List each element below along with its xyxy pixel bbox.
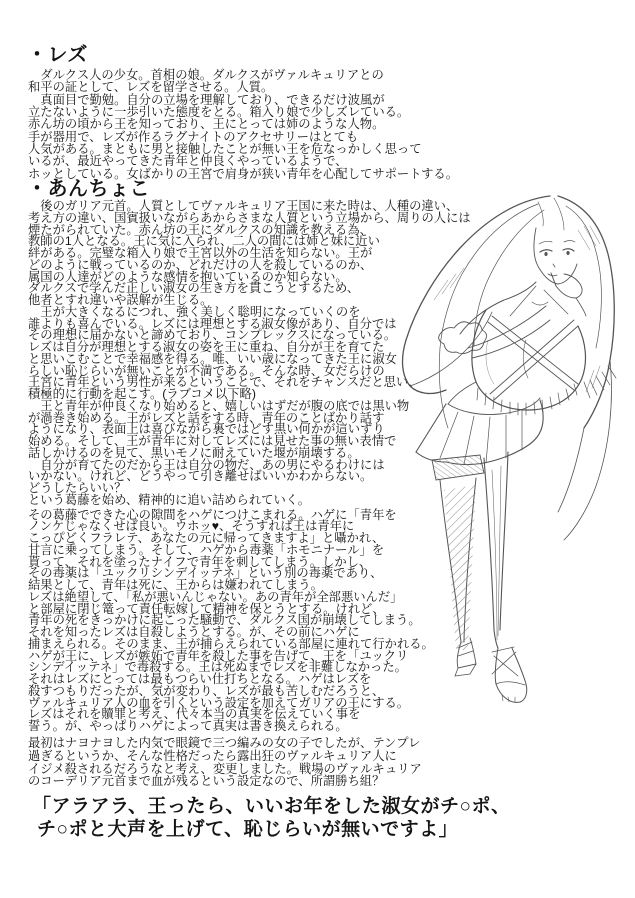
text-line: 王宮に青年という男性が来るということで、それをチャンスだと思い、 xyxy=(28,375,421,390)
text-line: 始める。そして、王が青年に対してレズには見せた事の無い表情で xyxy=(28,434,397,448)
text-line: らしい恥じらいが無いことが不満である。そんな時、女だらけの xyxy=(28,363,385,378)
text-line: 立たないように一歩引いた態度をとる。箱入り娘で少しズレている。 xyxy=(28,105,410,120)
text-line: 過ぎるというか、そんな性格だったら露出狂のヴァルキュリア人に xyxy=(28,748,397,763)
text-line: 甘言に乗ってしまう。そして、ハゲから毒薬「ホモニナール」を xyxy=(28,542,385,557)
text-line: 自分が育てたのだから王は自分の物だ、あの男にやるわけには xyxy=(28,457,385,472)
text-line: と思いこむことで幸福感を得る。唯、いい歳になってきた王に淑女 xyxy=(28,351,397,366)
section-rezu-text xyxy=(28,69,458,180)
text-line: 煙たがられていた。赤ん坊の王にダルクスの知識を教える為、 xyxy=(28,222,372,237)
text-line: 積極的に行動を起こす。(ラブコメ以下略) xyxy=(28,387,256,401)
text-line: ようになり、表面上は喜びながら裏ではどす黒い何かが這いずり xyxy=(28,422,385,437)
text-line: 青年の死をきっかけに起こった騒動で、ダルクス国が崩壊してしまう。 xyxy=(28,613,421,628)
afterword-text xyxy=(28,737,422,788)
text-line: 殺すつもりだったが、気が変わり、レズが最も苦しむだろうと、 xyxy=(28,683,385,698)
text-line: 「アラアラ、王ったら、いいお年をした淑女がチ○ポ、 xyxy=(32,796,511,817)
text-line: ダルクス人の少女。首相の娘。ダルクスがヴァルキュリアとの xyxy=(28,68,384,82)
text-line: レズはそれを贖罪と考え、代々本当の真実を伝えていく事を xyxy=(28,707,361,722)
text-line: どうしたらいい？ xyxy=(28,481,127,495)
text-line: 真面目で勤勉。自分の立場を理解しており、できるだけ波風が xyxy=(28,92,385,107)
text-line: と部屋に閉じ篭って責任転嫁して精神を保とうとする。けれど、 xyxy=(28,601,385,616)
section-anchoko-text xyxy=(28,201,471,733)
text-line: 絆がある。完璧な箱入り娘で王宮以外の生活を知らない。王が xyxy=(28,246,373,260)
text-line: いかない。けれど、どうやって引き離せばいいかわからない。 xyxy=(28,469,373,484)
text-line: 教師の1人となる。王に気に入られ、二人の間には姉と妹に近い xyxy=(28,234,380,249)
text-line: その葛藤でできた心の隙間をハゲにつけこまれる。ハゲに「青年を xyxy=(28,507,397,522)
text-line: 貰って、それを塗ったナイフで青年を刺してしまう。しかし、 xyxy=(28,554,372,569)
text-line: ノンケじゃなくせば良い。ウホッ♥、そうすれば王は青年に xyxy=(28,519,355,534)
text-line: イジメ殺されるだろうなと考え、変更しました。戦場のヴァルキュリア xyxy=(28,761,422,776)
text-line: ホッとしている。女ばかりの王宮で肩身が狭い青年を心配してサポートする。 xyxy=(28,166,459,181)
text-line: が渦巻き始める。王がレズと話をする時、青年のことばかり話す xyxy=(28,410,385,425)
text-line: ヴァルキュリア人の血を引くという設定を加えてガリアの王にする。 xyxy=(28,695,410,710)
text-line: 捕まえられる。そのまま、王が捕らえられている部屋に連れて行かれる。 xyxy=(28,636,434,651)
text-line: 他者とすれ違いや誤解が生じる。 xyxy=(28,293,213,307)
text-line: 最初はナヨナヨした内気で眼鏡で三つ編みの女の子でしたが、テンプレ xyxy=(28,736,421,750)
text-line: 考え方の違い、国賓扱いながらあからさまな人質という立場から、周りの人には xyxy=(28,210,471,225)
text-line: どのように戦っているのか、どれだけの人を殺しているのか、 xyxy=(28,257,373,272)
text-line: その毒薬は「ユックリシンデイッテネ」という別の毒薬であり、 xyxy=(28,566,383,581)
text-line: という葛藤を始め、精神的に追い詰められていく。 xyxy=(28,492,311,507)
text-line: 和平の証として、レズを留学させる。人質。 xyxy=(28,80,274,95)
closing-quote xyxy=(32,796,510,841)
text-line: ダルクスで学んだ正しい淑女の生き方を貫こうとするため、 xyxy=(28,281,360,296)
text-line: 誓う。が、やっぱりハゲによって真実は書き換えられる。 xyxy=(28,719,348,733)
text-line: 手が器用で、レズが作るラグナイトのアクセサリーはとても xyxy=(28,129,359,144)
section-header-anchoko: ・あんちょこ xyxy=(27,178,150,200)
section-header-rezu: ・レズ xyxy=(27,44,88,66)
text-line: のコーデリア元首まで血が残るという設定なので、所謂勝ち組？ xyxy=(28,774,385,789)
text-line: いるが、最近やってきた青年と仲良くやっているようで、 xyxy=(28,154,348,169)
text-line: 誰よりも喜んでいる。レズには理想とする淑女像があり、自分では xyxy=(28,316,397,331)
text-line: 赤ん坊の頃から王を知っており、王にとっては姉のような人物。 xyxy=(28,117,385,132)
text-line: 話しかけるのを見て、黒いモノに耐えていた堰が崩壊する。 xyxy=(28,445,360,460)
text-line: レズは絶望して、「私が悪いんじゃない。あの青年が全部悪いんだ」 xyxy=(28,589,403,604)
text-line: こっぴどくフラレテ、あなたの元に帰ってきますよ」と囁かれ、 xyxy=(28,531,385,545)
text-line: レズは自分が理想とする淑女の姿を王に重ね、自分が王を育てた xyxy=(28,340,385,354)
text-line: 結果として、青年は死に、王からは嫌われてしまう。 xyxy=(28,578,323,592)
text-line: 王が大きくなるにつれ、強く美しく聡明になっていくのを xyxy=(28,304,361,319)
text-line: それを知ったレズは自殺しようとする。が、その前にハゲに xyxy=(28,625,360,639)
text-line: シンデイッテネ」で毒殺する。王は死ぬまでレズを非難しなかった。 xyxy=(28,660,407,675)
text-line: チ○ポと大声を上げて、恥じらいが無いですよ」 xyxy=(37,818,459,840)
text-line: それはレズにとっては最もつらい仕打ちとなる。ハゲはレズを xyxy=(28,672,372,686)
text-line: 人気がある。まともに男と接触したことが無い王を危なっかしく思って xyxy=(28,142,422,157)
text-line: 王と青年が仲良くなり始めると、嬉しいはずだが腹の底では黒い物 xyxy=(28,398,410,413)
text-line: ハゲが王に、レズが嫉妬で青年を殺した事を告げて、王を「ユックリ xyxy=(28,648,409,663)
text-line: その理想に届かないと諦めており、コンプレックスになっている。 xyxy=(28,328,397,343)
text-line: 後のガリア元首。人質としてヴァルキュリア王国に来た時は、人種の違い、 xyxy=(28,199,459,213)
text-line: 属国の人達がどのような感情を抱いているのか知らない。 xyxy=(28,269,348,284)
